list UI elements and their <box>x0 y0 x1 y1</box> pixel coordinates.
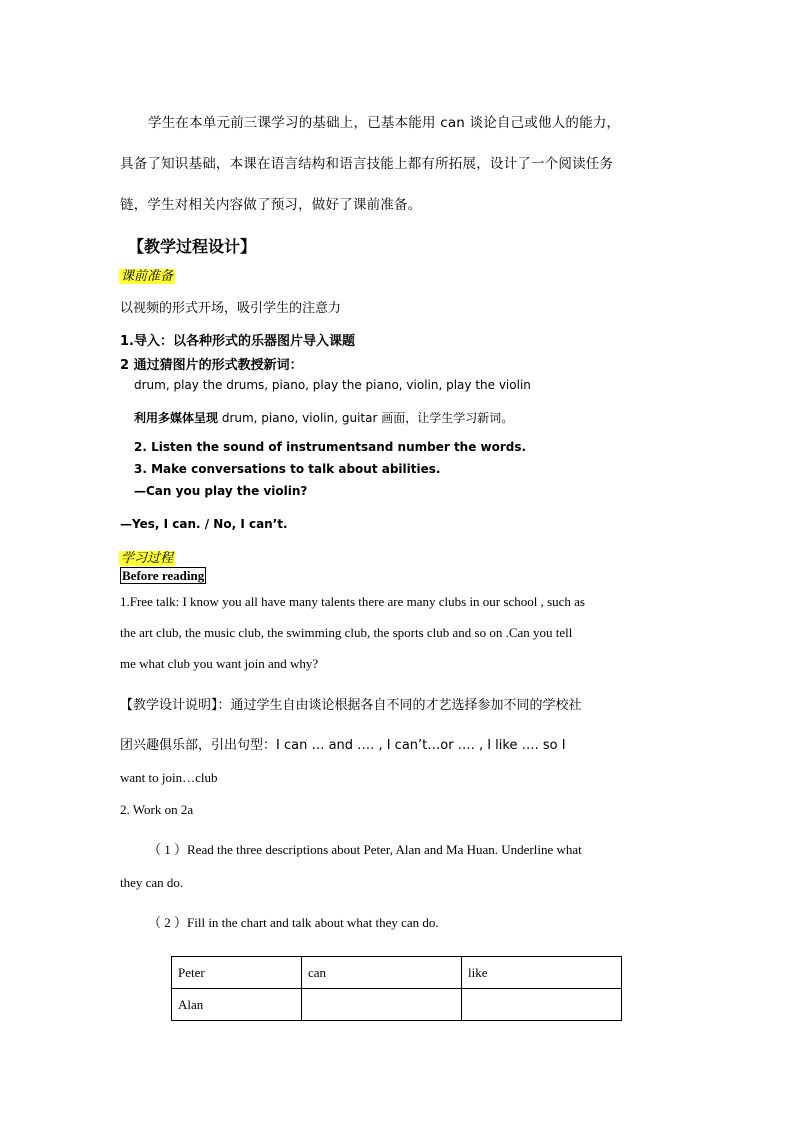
table-cell <box>462 989 622 1021</box>
free-talk-line-3: me what club you want join and why? <box>120 656 319 671</box>
table-cell <box>302 989 462 1021</box>
task-step-1-line-2: they can do. <box>120 875 184 890</box>
answer-line: —Yes, I can. / No, I can’t. <box>120 517 288 531</box>
vocab-words: drum, play the drums, piano, play the piano, violin, play the violin <box>134 378 531 392</box>
design-note-line-1: 【教学设计说明】：通过学生自由谈论根据各自不同的才艺选择参加不同的学校社 <box>120 698 582 713</box>
learning-label <box>119 547 175 566</box>
new-words-item: 2 通过猜图片的形式教授新词： <box>120 358 303 373</box>
work-on-2a: 2. Work on 2a <box>120 802 194 817</box>
ability-chart <box>171 956 622 1021</box>
before-reading-box: Before reading <box>122 568 205 583</box>
intro-line-3: 链，学生对相关内容做了预习，做好了课前准备。 <box>120 197 422 213</box>
learning-highlight: 学习过程 <box>121 551 174 566</box>
table-cell: like <box>462 957 622 989</box>
media-bold: 利用多媒体呈现 <box>134 411 219 425</box>
table-cell: Peter <box>172 957 302 989</box>
free-talk-line-1: 1.Free talk: I know you all have many talents there are many clubs in our school , such as <box>120 594 585 609</box>
pre-class-text: 以视频的形式开场，吸引学生的注意力 <box>120 301 342 316</box>
question-line: —Can you play the violin? <box>134 484 308 498</box>
lead-in-item: 1.导入：以各种形式的乐器图片导入课题 <box>120 334 355 349</box>
table-cell: can <box>302 957 462 989</box>
table-cell: Alan <box>172 989 302 1021</box>
conversation-step: 3. Make conversations to talk about abilities. <box>134 462 441 476</box>
media-rest: drum, piano, violin, guitar 画面，让学生学习新词。 <box>218 411 514 425</box>
before-reading-label <box>120 568 206 584</box>
table-row <box>172 957 622 989</box>
task-step-2: （ 2 ）Fill in the chart and talk about what they can do. <box>148 915 439 930</box>
section-title: 【教学过程设计】 <box>128 237 257 256</box>
design-note-line-2: 团兴趣俱乐部，引出句型：I can … and …. , I can’t…or …. , I like …. so I <box>120 738 566 753</box>
intro-line-2: 具备了知识基础，本课在语言结构和语言技能上都有所拓展，设计了一个阅读任务 <box>120 156 614 172</box>
media-line <box>134 409 513 426</box>
design-note-line-3: want to join…club <box>120 770 218 785</box>
table-row <box>172 989 622 1021</box>
listen-step: 2. Listen the sound of instrumentsand number the words. <box>134 440 527 454</box>
intro-line-1: 学生在本单元前三课学习的基础上，已基本能用 can 谈论自己或他人的能力， <box>148 115 621 131</box>
free-talk-line-2: the art club, the music club, the swimming club, the sports club and so on .Can you tell <box>120 625 573 640</box>
pre-class-highlight: 课前准备 <box>121 269 174 284</box>
task-step-1-line-1: （ 1 ）Read the three descriptions about Peter, Alan and Ma Huan. Underline what <box>148 842 582 857</box>
pre-class-label <box>119 265 175 284</box>
